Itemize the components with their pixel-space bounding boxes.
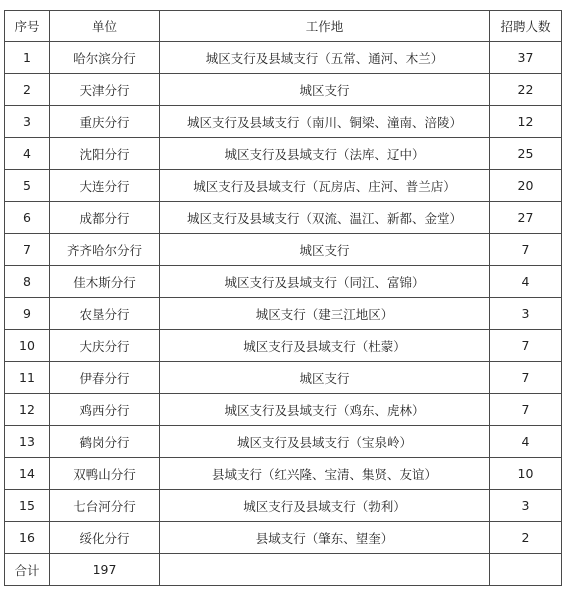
cell-count: 27 [490, 202, 562, 234]
cell-location: 城区支行及县域支行（杜蒙） [160, 330, 490, 362]
cell-unit: 大连分行 [50, 170, 160, 202]
cell-count: 4 [490, 266, 562, 298]
cell-unit: 绥化分行 [50, 522, 160, 554]
cell-unit: 齐齐哈尔分行 [50, 234, 160, 266]
cell-unit: 农垦分行 [50, 298, 160, 330]
cell-count: 3 [490, 490, 562, 522]
cell-unit: 七台河分行 [50, 490, 160, 522]
table-row [5, 138, 562, 170]
cell-count: 7 [490, 394, 562, 426]
cell-count: 4 [490, 426, 562, 458]
cell-unit: 鹤岗分行 [50, 426, 160, 458]
cell-location: 城区支行及县域支行（五常、通河、木兰） [160, 42, 490, 74]
header-row [5, 11, 562, 42]
recruitment-table-container [4, 10, 562, 586]
cell-location: 城区支行及县域支行（瓦房店、庄河、普兰店） [160, 170, 490, 202]
cell-unit: 重庆分行 [50, 106, 160, 138]
header-location: 工作地 [160, 11, 490, 42]
cell-unit: 哈尔滨分行 [50, 42, 160, 74]
table-row [5, 490, 562, 522]
header-no: 序号 [5, 11, 50, 42]
cell-count: 22 [490, 74, 562, 106]
table-row [5, 394, 562, 426]
cell-count: 10 [490, 458, 562, 490]
cell-unit: 大庆分行 [50, 330, 160, 362]
cell-location: 城区支行及县域支行（勃利） [160, 490, 490, 522]
cell-no: 14 [5, 458, 50, 490]
cell-count: 2 [490, 522, 562, 554]
table-row [5, 266, 562, 298]
cell-count: 7 [490, 362, 562, 394]
cell-unit: 沈阳分行 [50, 138, 160, 170]
total-row [5, 554, 562, 586]
cell-no: 4 [5, 138, 50, 170]
table-body [5, 42, 562, 554]
table-row [5, 458, 562, 490]
total-location-empty [160, 554, 490, 586]
cell-location: 城区支行及县域支行（南川、铜梁、潼南、涪陵） [160, 106, 490, 138]
table-row [5, 170, 562, 202]
cell-count: 7 [490, 330, 562, 362]
table-header [5, 11, 562, 42]
cell-count: 25 [490, 138, 562, 170]
total-label: 合计 [5, 554, 50, 586]
table-row [5, 362, 562, 394]
header-count: 招聘人数 [490, 11, 562, 42]
cell-location: 城区支行 [160, 74, 490, 106]
table-row [5, 234, 562, 266]
cell-no: 1 [5, 42, 50, 74]
cell-count: 7 [490, 234, 562, 266]
table-footer [5, 554, 562, 586]
cell-no: 9 [5, 298, 50, 330]
total-value: 197 [50, 554, 160, 586]
total-count-empty [490, 554, 562, 586]
cell-location: 城区支行及县域支行（法库、辽中） [160, 138, 490, 170]
cell-no: 8 [5, 266, 50, 298]
cell-unit: 成都分行 [50, 202, 160, 234]
cell-count: 37 [490, 42, 562, 74]
table-row [5, 202, 562, 234]
cell-count: 12 [490, 106, 562, 138]
recruitment-table [4, 10, 562, 586]
cell-location: 城区支行及县域支行（鸡东、虎林） [160, 394, 490, 426]
cell-no: 2 [5, 74, 50, 106]
table-row [5, 426, 562, 458]
cell-unit: 佳木斯分行 [50, 266, 160, 298]
cell-no: 6 [5, 202, 50, 234]
cell-location: 城区支行（建三江地区） [160, 298, 490, 330]
cell-unit: 天津分行 [50, 74, 160, 106]
cell-location: 城区支行及县域支行（同江、富锦） [160, 266, 490, 298]
cell-location: 城区支行 [160, 362, 490, 394]
table-row [5, 330, 562, 362]
table-row [5, 298, 562, 330]
cell-location: 县域支行（红兴隆、宝清、集贤、友谊） [160, 458, 490, 490]
table-row [5, 42, 562, 74]
cell-no: 11 [5, 362, 50, 394]
cell-no: 15 [5, 490, 50, 522]
cell-count: 3 [490, 298, 562, 330]
cell-no: 16 [5, 522, 50, 554]
table-row [5, 74, 562, 106]
cell-location: 县域支行（肇东、望奎） [160, 522, 490, 554]
cell-no: 12 [5, 394, 50, 426]
cell-location: 城区支行及县域支行（宝泉岭） [160, 426, 490, 458]
cell-count: 20 [490, 170, 562, 202]
cell-no: 10 [5, 330, 50, 362]
table-row [5, 522, 562, 554]
cell-no: 13 [5, 426, 50, 458]
cell-no: 5 [5, 170, 50, 202]
cell-location: 城区支行及县域支行（双流、温江、新都、金堂） [160, 202, 490, 234]
cell-location: 城区支行 [160, 234, 490, 266]
cell-no: 7 [5, 234, 50, 266]
cell-unit: 双鸭山分行 [50, 458, 160, 490]
cell-no: 3 [5, 106, 50, 138]
cell-unit: 伊春分行 [50, 362, 160, 394]
cell-unit: 鸡西分行 [50, 394, 160, 426]
header-unit: 单位 [50, 11, 160, 42]
table-row [5, 106, 562, 138]
